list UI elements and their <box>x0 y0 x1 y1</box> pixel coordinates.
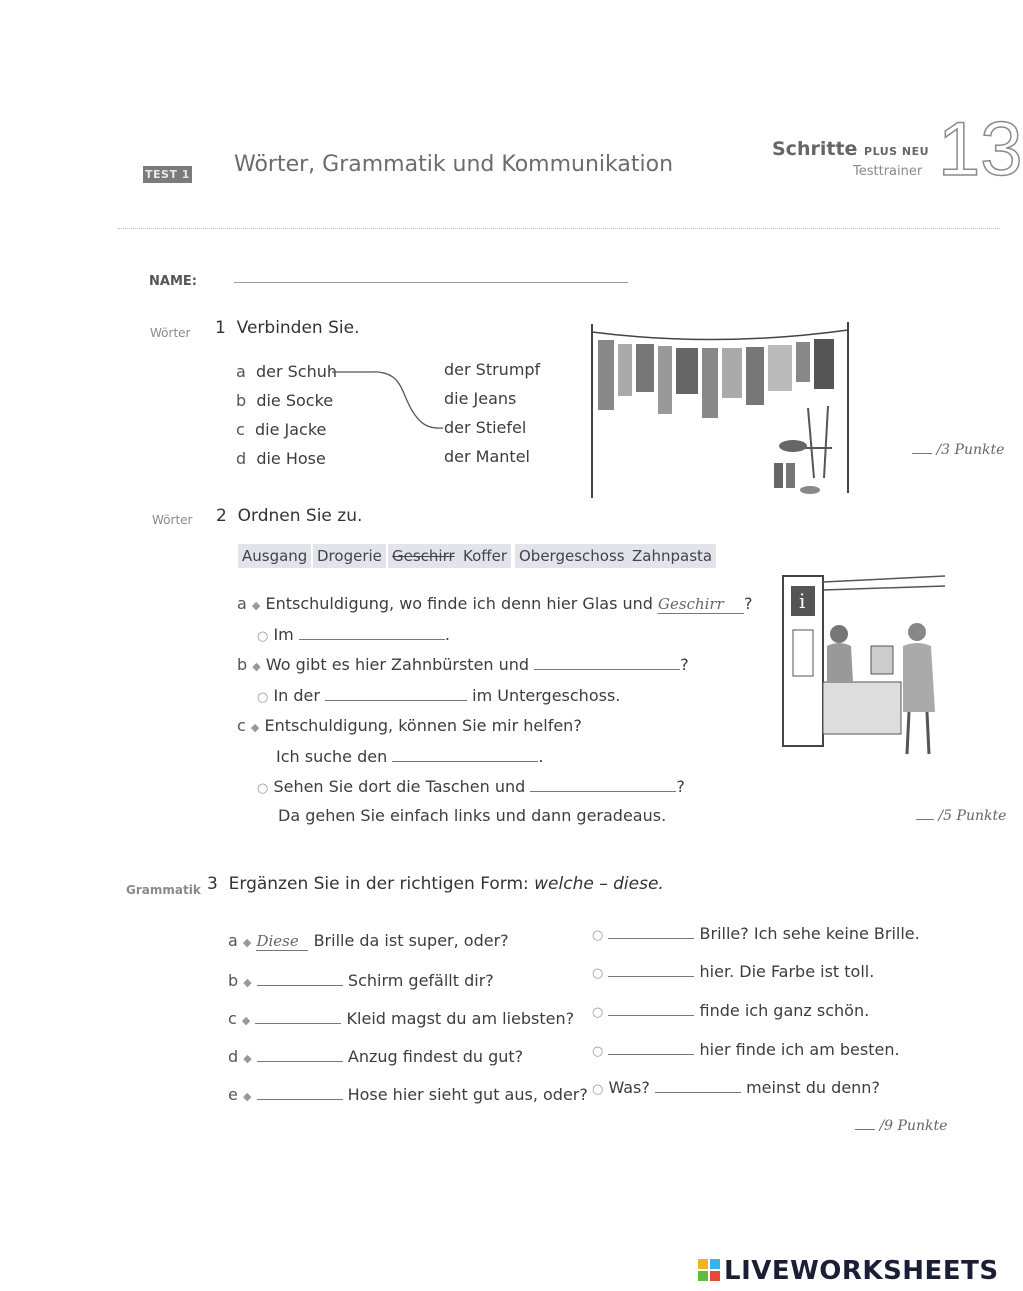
ex2-number: 2 <box>216 506 227 526</box>
chapter-number: 13 <box>938 107 1023 192</box>
ex3-blank-e-left[interactable] <box>257 1085 343 1100</box>
ex2-score: /5 Punkte <box>916 808 1006 824</box>
ex3-blank-d-right[interactable] <box>608 1040 694 1055</box>
ex3-blank-b-left[interactable] <box>257 971 343 986</box>
ex1-left-d: d die Hose <box>236 449 326 468</box>
ex3-row-e-right: ○ Was? meinst du denn? <box>592 1078 880 1097</box>
clothesline-illustration <box>578 318 853 503</box>
name-input-line[interactable] <box>234 282 628 283</box>
ex2-line-a2: ○ Im . <box>257 625 450 644</box>
ex1-right-3[interactable]: der Stiefel <box>444 418 527 437</box>
ex1-title <box>215 318 360 338</box>
svg-text:i: i <box>799 589 806 613</box>
ex2-blank-b2[interactable] <box>325 686 467 701</box>
word-zahnpasta[interactable]: Zahnpasta <box>628 544 716 568</box>
ex2-line-b2: ○ In der im Untergeschoss. <box>257 686 621 705</box>
ex1-connection-line <box>330 365 445 435</box>
ex3-blank-c-right[interactable] <box>608 1001 694 1016</box>
ex2-line-c2b: Da gehen Sie einfach links und dann geradeaus. <box>278 806 667 825</box>
name-label: NAME: <box>149 274 197 289</box>
ex2-answer-a[interactable]: Geschirr <box>658 595 744 614</box>
ex2-line-a1: a ◆ Entschuldigung, wo finde ich denn hier Glas und Geschirr ? <box>237 594 753 613</box>
ex1-right-4[interactable]: der Mantel <box>444 447 530 466</box>
ex3-score: /9 Punkte <box>855 1118 947 1134</box>
ex1-right-1[interactable]: der Strumpf <box>444 360 541 379</box>
ex1-category: Wörter <box>150 326 191 340</box>
ex3-row-d-left: d ◆ Anzug findest du gut? <box>228 1047 524 1066</box>
ex1-number: 1 <box>215 318 226 338</box>
ex3-row-a-right: ○ Brille? Ich sehe keine Brille. <box>592 924 920 943</box>
ex3-blank-a-right[interactable] <box>608 924 694 939</box>
ex3-number: 3 <box>207 874 218 894</box>
ex1-left-b: b die Socke <box>236 391 334 410</box>
ex1-right-2[interactable]: die Jeans <box>444 389 517 408</box>
ex1-score: /3 Punkte <box>912 442 1004 458</box>
ex3-title-text: Ergänzen Sie in der richtigen Form: <box>228 874 529 894</box>
word-drogerie[interactable]: Drogerie <box>313 544 386 568</box>
ex2-blank-b1[interactable] <box>534 655 680 670</box>
ex3-blank-e-right[interactable] <box>655 1078 741 1093</box>
ex1-left-a: a der Schuh <box>236 362 338 381</box>
ex2-blank-a2[interactable] <box>299 625 445 640</box>
ex2-title-text: Ordnen Sie zu. <box>237 506 363 526</box>
ex3-row-c-left: c ◆ Kleid magst du am liebsten? <box>228 1009 575 1028</box>
ex2-category: Wörter <box>152 513 193 527</box>
ex2-line-c2: ○ Sehen Sie dort die Taschen und ? <box>257 777 685 796</box>
ex2-blank-c2[interactable] <box>530 777 676 792</box>
ex3-blank-d-left[interactable] <box>257 1047 343 1062</box>
ex3-row-b-right: ○ hier. Die Farbe ist toll. <box>592 962 875 981</box>
page-title: Wörter, Grammatik und Kommunikation <box>234 152 674 177</box>
ex1-left-c: c die Jacke <box>236 420 327 439</box>
ex3-title-italic: welche – diese. <box>534 874 664 894</box>
brand-small: PLUS NEU <box>864 145 930 158</box>
ex3-answer-a[interactable]: Diese <box>256 932 308 951</box>
word-geschirr[interactable]: Geschirr <box>388 544 459 568</box>
ex2-line-c1: c ◆ Entschuldigung, können Sie mir helfen? <box>237 716 582 735</box>
ex3-category: Grammatik <box>126 883 201 897</box>
ex3-row-a-left: a ◆ Diese Brille da ist super, oder? <box>228 931 509 950</box>
liveworksheets-brand[interactable]: LIVEWORKSHEETS <box>724 1256 999 1286</box>
ex3-row-c-right: ○ finde ich ganz schön. <box>592 1001 870 1020</box>
test-badge: TEST 1 <box>143 166 192 183</box>
ex2-line-b1: b ◆ Wo gibt es hier Zahnbürsten und ? <box>237 655 689 674</box>
word-koffer[interactable]: Koffer <box>459 544 511 568</box>
ex3-blank-b-right[interactable] <box>608 962 694 977</box>
ex2-blank-c1[interactable] <box>392 747 538 762</box>
liveworksheets-logo-icon <box>698 1259 720 1281</box>
ex3-blank-c-left[interactable] <box>255 1009 341 1024</box>
header-divider <box>118 228 1000 229</box>
word-ausgang[interactable]: Ausgang <box>238 544 311 568</box>
ex3-row-e-left: e ◆ Hose hier sieht gut aus, oder? <box>228 1085 588 1104</box>
ex2-title <box>216 506 362 526</box>
ex3-row-d-right: ○ hier finde ich am besten. <box>592 1040 900 1059</box>
shop-counter-illustration <box>775 562 950 762</box>
brand-title <box>772 138 929 160</box>
word-obergeschoss[interactable]: Obergeschoss <box>515 544 629 568</box>
ex2-line-c1b: Ich suche den . <box>276 747 544 766</box>
ex3-row-b-left: b ◆ Schirm gefällt dir? <box>228 971 494 990</box>
ex3-title <box>207 874 664 894</box>
brand-main: Schritte <box>772 138 858 160</box>
ex1-title-text: Verbinden Sie. <box>236 318 360 338</box>
brand-subtitle: Testtrainer <box>853 164 923 179</box>
